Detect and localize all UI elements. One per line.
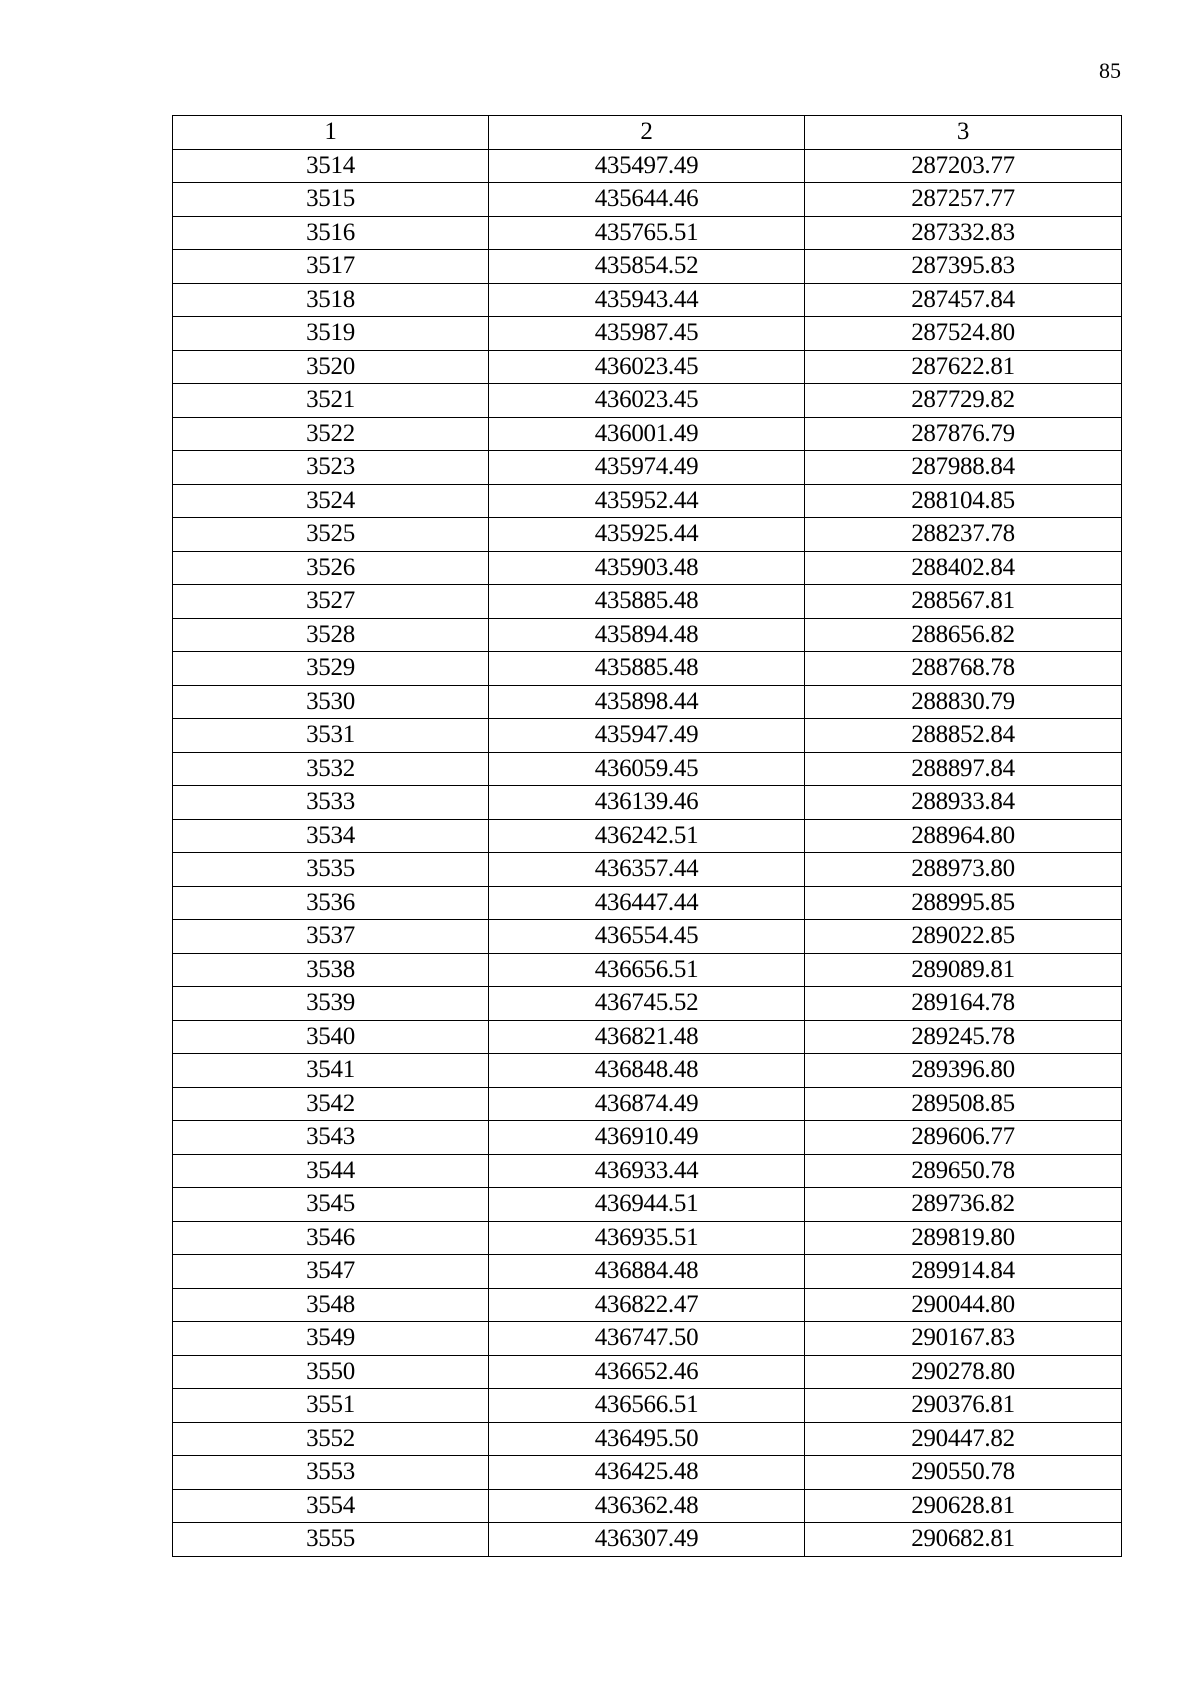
- coordinate-x-cell: 435943.44: [489, 283, 805, 317]
- coordinate-x-cell: 436001.49: [489, 417, 805, 451]
- table-row: [173, 484, 1122, 518]
- table-row: [173, 1188, 1122, 1222]
- coordinate-y-cell: 288897.84: [805, 752, 1122, 786]
- table-row: [173, 1288, 1122, 1322]
- table-row: [173, 819, 1122, 853]
- table-row: [173, 183, 1122, 217]
- coordinate-x-cell: 436425.48: [489, 1456, 805, 1490]
- point-number-cell: 3544: [173, 1154, 489, 1188]
- coordinate-y-cell: 288973.80: [805, 853, 1122, 887]
- table-row: [173, 1221, 1122, 1255]
- coordinate-x-cell: 435952.44: [489, 484, 805, 518]
- coordinate-x-cell: 435894.48: [489, 618, 805, 652]
- coordinate-y-cell: 288567.81: [805, 585, 1122, 619]
- coordinate-x-cell: 436884.48: [489, 1255, 805, 1289]
- coordinate-y-cell: 288964.80: [805, 819, 1122, 853]
- coordinate-x-cell: 436944.51: [489, 1188, 805, 1222]
- coordinate-y-cell: 290628.81: [805, 1489, 1122, 1523]
- coordinate-y-cell: 289914.84: [805, 1255, 1122, 1289]
- table-row: [173, 1020, 1122, 1054]
- coordinate-y-cell: 288768.78: [805, 652, 1122, 686]
- coordinate-y-cell: 289396.80: [805, 1054, 1122, 1088]
- point-number-cell: 3540: [173, 1020, 489, 1054]
- table-row: [173, 1422, 1122, 1456]
- table-row: [173, 283, 1122, 317]
- point-number-cell: 3523: [173, 451, 489, 485]
- table-row: [173, 853, 1122, 887]
- table-row: [173, 1355, 1122, 1389]
- point-number-cell: 3515: [173, 183, 489, 217]
- coordinate-y-cell: 289650.78: [805, 1154, 1122, 1188]
- table-row: [173, 551, 1122, 585]
- coordinate-y-cell: 289089.81: [805, 953, 1122, 987]
- coordinate-y-cell: 288995.85: [805, 886, 1122, 920]
- coordinate-x-cell: 435925.44: [489, 518, 805, 552]
- coordinate-x-cell: 436059.45: [489, 752, 805, 786]
- coordinate-x-cell: 435974.49: [489, 451, 805, 485]
- table-row: [173, 652, 1122, 686]
- coordinate-y-cell: 289819.80: [805, 1221, 1122, 1255]
- coordinate-y-cell: 289508.85: [805, 1087, 1122, 1121]
- coordinate-x-cell: 436935.51: [489, 1221, 805, 1255]
- point-number-cell: 3542: [173, 1087, 489, 1121]
- table-row: [173, 987, 1122, 1021]
- point-number-cell: 3517: [173, 250, 489, 284]
- table-row: [173, 1121, 1122, 1155]
- coordinate-x-cell: 435898.44: [489, 685, 805, 719]
- point-number-cell: 3519: [173, 317, 489, 351]
- coordinate-x-cell: 435903.48: [489, 551, 805, 585]
- coordinate-y-cell: 290550.78: [805, 1456, 1122, 1490]
- coordinate-x-cell: 436656.51: [489, 953, 805, 987]
- coordinate-y-cell: 289164.78: [805, 987, 1122, 1021]
- point-number-cell: 3552: [173, 1422, 489, 1456]
- column-header-3: 3: [805, 116, 1122, 150]
- coordinate-y-cell: 288933.84: [805, 786, 1122, 820]
- coordinate-x-cell: 436652.46: [489, 1355, 805, 1389]
- coordinate-y-cell: 287988.84: [805, 451, 1122, 485]
- coordinate-x-cell: 435854.52: [489, 250, 805, 284]
- point-number-cell: 3546: [173, 1221, 489, 1255]
- coordinate-y-cell: 290278.80: [805, 1355, 1122, 1389]
- point-number-cell: 3541: [173, 1054, 489, 1088]
- coordinate-x-cell: 435885.48: [489, 652, 805, 686]
- point-number-cell: 3531: [173, 719, 489, 753]
- point-number-cell: 3536: [173, 886, 489, 920]
- table-row: [173, 149, 1122, 183]
- table-row: [173, 1054, 1122, 1088]
- table-row: [173, 1456, 1122, 1490]
- table-row: [173, 384, 1122, 418]
- coordinate-x-cell: 435497.49: [489, 149, 805, 183]
- coordinate-x-cell: 435765.51: [489, 216, 805, 250]
- table-row: [173, 518, 1122, 552]
- coordinate-x-cell: 436495.50: [489, 1422, 805, 1456]
- coordinate-x-cell: 435987.45: [489, 317, 805, 351]
- table-body: [173, 116, 1122, 1557]
- table-row: [173, 786, 1122, 820]
- table-row: [173, 953, 1122, 987]
- table-row: [173, 618, 1122, 652]
- point-number-cell: 3539: [173, 987, 489, 1021]
- coordinate-y-cell: 290044.80: [805, 1288, 1122, 1322]
- table-row: [173, 1389, 1122, 1423]
- table-row: [173, 1523, 1122, 1557]
- point-number-cell: 3527: [173, 585, 489, 619]
- coordinate-x-cell: 435947.49: [489, 719, 805, 753]
- coordinate-y-cell: 290167.83: [805, 1322, 1122, 1356]
- coordinate-y-cell: 288830.79: [805, 685, 1122, 719]
- point-number-cell: 3533: [173, 786, 489, 820]
- coordinate-x-cell: 436821.48: [489, 1020, 805, 1054]
- point-number-cell: 3535: [173, 853, 489, 887]
- table-row: [173, 317, 1122, 351]
- coordinate-y-cell: 287457.84: [805, 283, 1122, 317]
- coordinate-y-cell: 287622.81: [805, 350, 1122, 384]
- coordinate-y-cell: 287332.83: [805, 216, 1122, 250]
- point-number-cell: 3551: [173, 1389, 489, 1423]
- coordinate-y-cell: 287203.77: [805, 149, 1122, 183]
- coordinate-x-cell: 436566.51: [489, 1389, 805, 1423]
- coordinate-x-cell: 436874.49: [489, 1087, 805, 1121]
- table-header-row: [173, 116, 1122, 150]
- coordinate-x-cell: 436745.52: [489, 987, 805, 1021]
- point-number-cell: 3545: [173, 1188, 489, 1222]
- coordinate-x-cell: 436822.47: [489, 1288, 805, 1322]
- coordinate-x-cell: 436747.50: [489, 1322, 805, 1356]
- coordinate-x-cell: 436242.51: [489, 819, 805, 853]
- coordinate-x-cell: 436023.45: [489, 384, 805, 418]
- coordinates-table: [172, 115, 1122, 1557]
- point-number-cell: 3549: [173, 1322, 489, 1356]
- point-number-cell: 3534: [173, 819, 489, 853]
- point-number-cell: 3553: [173, 1456, 489, 1490]
- coordinate-x-cell: 435644.46: [489, 183, 805, 217]
- point-number-cell: 3524: [173, 484, 489, 518]
- coordinate-y-cell: 289736.82: [805, 1188, 1122, 1222]
- coordinate-y-cell: 287729.82: [805, 384, 1122, 418]
- page-number: 85: [1099, 58, 1121, 83]
- table-row: [173, 585, 1122, 619]
- table-row: [173, 417, 1122, 451]
- table-row: [173, 216, 1122, 250]
- point-number-cell: 3532: [173, 752, 489, 786]
- table-row: [173, 1255, 1122, 1289]
- table-row: [173, 1322, 1122, 1356]
- point-number-cell: 3522: [173, 417, 489, 451]
- point-number-cell: 3520: [173, 350, 489, 384]
- table-row: [173, 451, 1122, 485]
- table-row: [173, 1154, 1122, 1188]
- coordinate-x-cell: 436554.45: [489, 920, 805, 954]
- coordinate-y-cell: 290376.81: [805, 1389, 1122, 1423]
- coordinate-x-cell: 436910.49: [489, 1121, 805, 1155]
- point-number-cell: 3518: [173, 283, 489, 317]
- point-number-cell: 3538: [173, 953, 489, 987]
- table-row: [173, 1489, 1122, 1523]
- table-row: [173, 1087, 1122, 1121]
- table-row: [173, 250, 1122, 284]
- coordinate-x-cell: 436139.46: [489, 786, 805, 820]
- coordinate-y-cell: 288852.84: [805, 719, 1122, 753]
- table-row: [173, 886, 1122, 920]
- coordinate-x-cell: 436933.44: [489, 1154, 805, 1188]
- coordinate-y-cell: 288104.85: [805, 484, 1122, 518]
- coordinate-y-cell: 287395.83: [805, 250, 1122, 284]
- coordinate-y-cell: 288402.84: [805, 551, 1122, 585]
- coordinate-x-cell: 436848.48: [489, 1054, 805, 1088]
- coordinate-y-cell: 289606.77: [805, 1121, 1122, 1155]
- point-number-cell: 3537: [173, 920, 489, 954]
- point-number-cell: 3521: [173, 384, 489, 418]
- point-number-cell: 3550: [173, 1355, 489, 1389]
- table-row: [173, 350, 1122, 384]
- point-number-cell: 3554: [173, 1489, 489, 1523]
- table-row: [173, 752, 1122, 786]
- point-number-cell: 3528: [173, 618, 489, 652]
- coordinate-y-cell: 287524.80: [805, 317, 1122, 351]
- coordinate-x-cell: 436357.44: [489, 853, 805, 887]
- point-number-cell: 3543: [173, 1121, 489, 1155]
- coordinate-y-cell: 289245.78: [805, 1020, 1122, 1054]
- table-row: [173, 920, 1122, 954]
- coordinate-y-cell: 287257.77: [805, 183, 1122, 217]
- coordinate-x-cell: 436362.48: [489, 1489, 805, 1523]
- point-number-cell: 3548: [173, 1288, 489, 1322]
- coordinate-y-cell: 288237.78: [805, 518, 1122, 552]
- point-number-cell: 3529: [173, 652, 489, 686]
- coordinate-x-cell: 435885.48: [489, 585, 805, 619]
- table-row: [173, 685, 1122, 719]
- coordinate-x-cell: 436023.45: [489, 350, 805, 384]
- point-number-cell: 3526: [173, 551, 489, 585]
- coordinate-x-cell: 436447.44: [489, 886, 805, 920]
- point-number-cell: 3525: [173, 518, 489, 552]
- point-number-cell: 3516: [173, 216, 489, 250]
- column-header-2: 2: [489, 116, 805, 150]
- coordinate-y-cell: 287876.79: [805, 417, 1122, 451]
- coordinate-y-cell: 289022.85: [805, 920, 1122, 954]
- point-number-cell: 3514: [173, 149, 489, 183]
- coordinate-x-cell: 436307.49: [489, 1523, 805, 1557]
- table-row: [173, 719, 1122, 753]
- point-number-cell: 3555: [173, 1523, 489, 1557]
- point-number-cell: 3530: [173, 685, 489, 719]
- column-header-1: 1: [173, 116, 489, 150]
- coordinate-y-cell: 290682.81: [805, 1523, 1122, 1557]
- coordinate-y-cell: 288656.82: [805, 618, 1122, 652]
- point-number-cell: 3547: [173, 1255, 489, 1289]
- coordinate-y-cell: 290447.82: [805, 1422, 1122, 1456]
